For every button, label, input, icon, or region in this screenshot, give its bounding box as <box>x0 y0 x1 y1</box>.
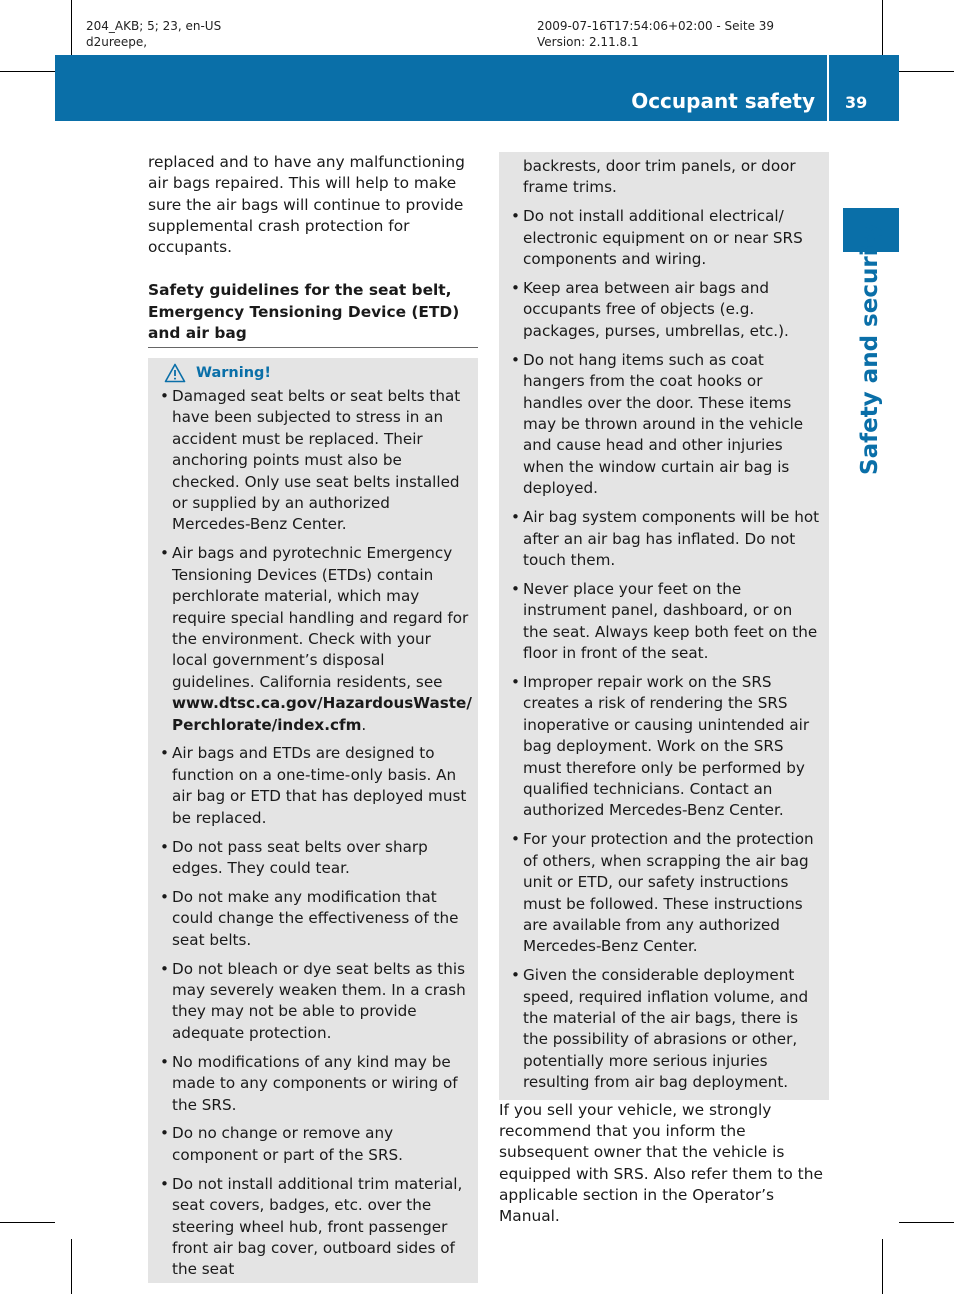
crop-mark <box>0 71 55 72</box>
crop-mark <box>882 0 883 55</box>
page-header <box>55 55 899 121</box>
header-divider <box>827 55 829 121</box>
list-item: • Never place your feet on the instrument panel, dashboard, or on the seat. Always keep both feet on the floor in front of the seat. <box>511 579 818 663</box>
warning-list <box>156 386 470 1281</box>
crop-mark <box>899 71 954 72</box>
continued-text: backrests, door trim panels, or door frame trims. <box>523 157 796 197</box>
list-item: • Do not make any modification that could change the effectiveness of the seat belts. <box>160 887 459 949</box>
closing-paragraph: If you sell your vehicle, we strongly recommend that you inform the subsequent owner that the vehicle is equipped with SRS. Also refer them to the applicable section in the Operator’s Manual. <box>499 1100 823 1226</box>
warning-triangle-icon <box>164 363 186 383</box>
page-title: Occupant safety <box>631 89 815 113</box>
print-meta-text: 2009-07-16T17:54:06+02:00 - Seite 39 <box>537 19 775 33</box>
print-meta-right <box>537 18 774 50</box>
list-item: • For your protection and the protection of others, when scrapping the air bag unit or ETD, our safety instructions must be followed. These instructions are available from any authorized Mercedes-Benz Center. <box>511 830 814 956</box>
warning-header <box>156 360 470 386</box>
print-meta-left <box>86 18 221 50</box>
warning-box <box>148 358 478 1283</box>
list-item: • Do not install additional trim material, seat covers, badges, etc. over the steering wheel hub, front passenger front air bag cover, outboard sides of the seat <box>160 1174 463 1279</box>
page-number: 39 <box>845 93 868 112</box>
list-item: • Given the considerable deployment speed, required inflation volume, and the material of the air bags, there is the possibility of abrasions or other, potentially more serious injuries resulting from air bag deployment. <box>511 966 809 1092</box>
print-meta-text: Version: 2.11.8.1 <box>537 35 639 49</box>
list-item: • Air bag system components will be hot after an air bag has inflated. Do not touch them. <box>511 508 820 569</box>
list-item: • Do not pass seat belts over sharp edges. They could tear. <box>160 837 428 878</box>
disposal-link[interactable]: www.dtsc.ca.gov/HazardousWaste/ Perchlorate/index.cfm. <box>172 694 472 734</box>
crop-mark <box>71 1239 72 1294</box>
list-item: • Do not install additional electrical/ electronic equipment on or near SRS components and wiring. <box>511 207 803 269</box>
crop-mark <box>0 1222 55 1223</box>
list-item: • Damaged seat belts or seat belts that have been subjected to stress in an accident must be replaced. Their anchoring points must also be checked. Only use seat belts installed or supplied by an authorized Mercedes-Benz Center. <box>160 386 461 534</box>
list-item: • Do not hang items such as coat hangers from the coat hooks or handles over the door. These items may be thrown around in the vehicle and cause head and other injuries when the window curtain air bag is deployed. <box>511 350 804 498</box>
print-meta-text: 204_AKB; 5; 23, en-US <box>86 19 222 33</box>
warning-box-continued <box>499 152 829 1100</box>
crop-mark <box>882 1239 883 1294</box>
section-heading: Safety guidelines for the seat belt, Emergency Tensioning Device (ETD) and air bag <box>148 280 478 348</box>
list-item: • Do not bleach or dye seat belts as this may severely weaken them. In a crash they may not be able to provide adequate protection. <box>160 959 466 1042</box>
crop-mark <box>899 1222 954 1223</box>
right-column <box>499 152 829 1227</box>
list-item: • Keep area between air bags and occupants free of objects (e.g. packages, purses, umbrellas, etc.). <box>511 279 789 340</box>
intro-paragraph: replaced and to have any malfunctioning air bags repaired. This will help to make sure the air bags will continue to provide supplemental crash protection for occupants. <box>148 153 465 257</box>
warning-list <box>507 206 821 1093</box>
list-item: • Air bags and pyrotechnic Emergency Tensioning Devices (ETDs) contain perchlorate material, which may require special handling and regard for the environment. Check with your local government’s disposal guidelines. California residents, see www.dtsc.ca.gov/HazardousWaste/ Perchlorate/index.cfm. <box>156 543 470 736</box>
crop-mark <box>71 0 72 55</box>
warning-label: Warning! <box>196 364 272 381</box>
chapter-label: Safety and security <box>857 222 883 475</box>
left-column <box>148 152 478 1283</box>
list-item: • No modifications of any kind may be made to any components or wiring of the SRS. <box>160 1052 458 1114</box>
list-item: • Air bags and ETDs are designed to function on a one-time-only basis. An air bag or ETD that has deployed must be replaced. <box>160 744 467 827</box>
list-item: • Improper repair work on the SRS creates a risk of rendering the SRS inoperative or causing unintended air bag deployment. Work on the SRS must therefore only be performed by qualified technicians. Contact an authorized Mercedes-Benz Center. <box>511 672 810 820</box>
print-meta-text: d2ureepe, <box>86 35 148 49</box>
list-item: • Do no change or remove any component or part of the SRS. <box>160 1124 403 1164</box>
